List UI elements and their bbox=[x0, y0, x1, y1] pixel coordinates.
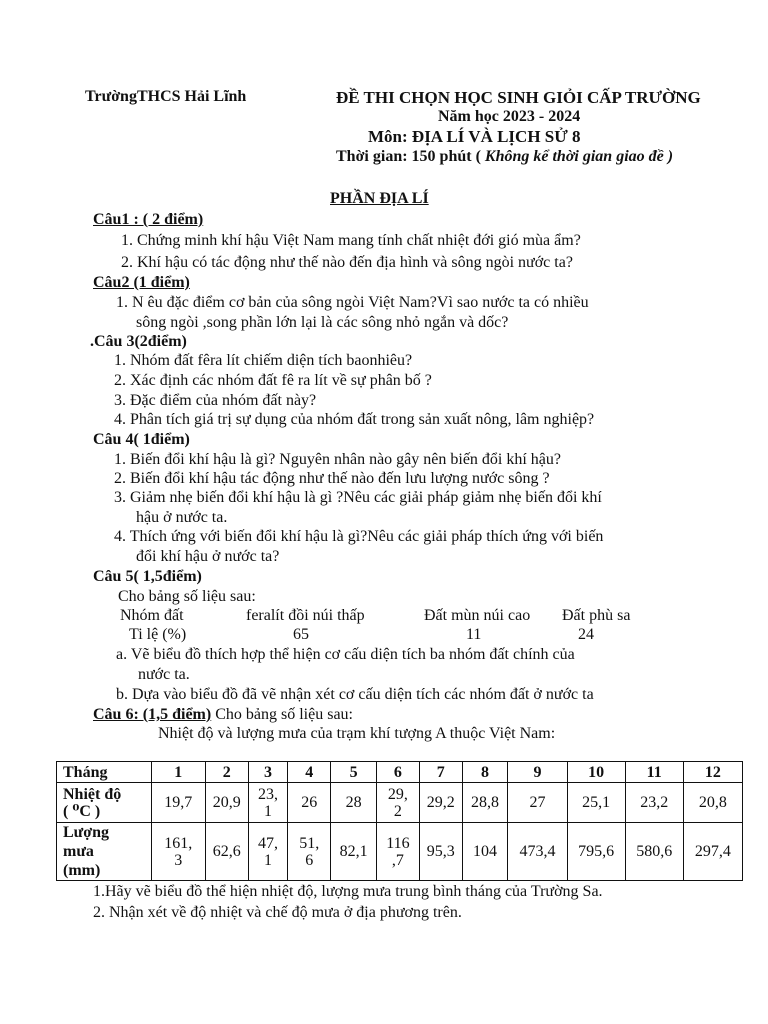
month-cell: 9 bbox=[508, 762, 567, 783]
q5-row1-col1: feralít đồi núi thấp bbox=[246, 607, 365, 624]
month-cell: 1 bbox=[151, 762, 205, 783]
q5-task-b: b. Dựa vào biểu đồ đã vẽ nhận xét cơ cấu diện tích các nhóm đất ở nước ta bbox=[116, 686, 594, 703]
time-note: Không kể thời gian giao đề ) bbox=[484, 148, 674, 165]
temp-cell: 28,8 bbox=[462, 783, 508, 823]
temp-cell: 19,7 bbox=[151, 783, 205, 823]
q2-title: Câu2 (1 điểm) bbox=[93, 274, 190, 291]
temp-cell: 25,1 bbox=[567, 783, 625, 823]
time-line bbox=[336, 148, 673, 166]
table-row-temperature bbox=[57, 783, 743, 823]
rain-cell: 473,4 bbox=[508, 823, 567, 881]
q5-row1-col2: Đất mùn núi cao bbox=[424, 607, 531, 624]
rain-cell: 51, 6 bbox=[288, 823, 331, 881]
q5-row2-col3: 24 bbox=[578, 626, 594, 643]
q6-task-2: 2. Nhận xét về độ nhiệt và chế độ mưa ở địa phương trên. bbox=[93, 904, 462, 921]
month-cell: 4 bbox=[288, 762, 331, 783]
temperature-label: Nhiệt độ bbox=[63, 785, 122, 803]
month-cell: 11 bbox=[625, 762, 683, 783]
temp-cell: 23, 1 bbox=[248, 783, 288, 823]
climate-table bbox=[56, 761, 743, 881]
rain-cell: 82,1 bbox=[331, 823, 377, 881]
q5-title: Câu 5( 1,5điểm) bbox=[93, 568, 202, 585]
rainfall-header: Lượng mưa (mm) bbox=[57, 823, 152, 881]
month-cell: 2 bbox=[205, 762, 248, 783]
temp-cell: 20,8 bbox=[683, 783, 742, 823]
month-cell: 3 bbox=[248, 762, 288, 783]
rain-cell: 580,6 bbox=[625, 823, 683, 881]
months-header: Tháng bbox=[57, 762, 152, 783]
q2-item-line1: 1. N êu đặc điểm cơ bản của sông ngòi Việt Nam?Vì sao nước ta có nhiều bbox=[116, 294, 589, 311]
q3-item-3: 3. Đặc điểm của nhóm đất này? bbox=[114, 392, 317, 409]
q5-row2-label: Ti lệ (%) bbox=[129, 626, 187, 643]
q6-task-1: 1.Hãy vẽ biểu đồ thể hiện nhiệt độ, lượng mưa trung bình tháng của Trường Sa. bbox=[93, 883, 603, 900]
rain-cell: 795,6 bbox=[567, 823, 625, 881]
q6-intro: Cho bảng số liệu sau: bbox=[211, 706, 353, 723]
q5-row2-col2: 11 bbox=[466, 626, 482, 643]
q3-item-2: 2. Xác định các nhóm đất fê ra lít về sự phân bố ? bbox=[114, 372, 432, 389]
temp-cell: 20,9 bbox=[205, 783, 248, 823]
q5-task-a-line1: a. Vẽ biểu đồ thích hợp thể hiện cơ cấu diện tích ba nhóm đất chính của bbox=[116, 646, 575, 663]
month-cell: 7 bbox=[419, 762, 462, 783]
time-label: Thời gian: 150 phút ( bbox=[336, 148, 485, 165]
rain-cell: 62,6 bbox=[205, 823, 248, 881]
q4-item-1: 1. Biến đổi khí hậu là gì? Nguyên nhân nào gây nên biến đổi khí hậu? bbox=[114, 451, 562, 468]
q6-caption: Nhiệt độ và lượng mưa của trạm khí tượng A thuộc Việt Nam: bbox=[158, 725, 556, 742]
month-cell: 6 bbox=[377, 762, 420, 783]
q4-item-3-line1: 3. Giảm nhẹ biến đổi khí hậu là gì ?Nêu các giải pháp giảm nhẹ biến đổi khí bbox=[114, 489, 602, 506]
q2-item-line2: sông ngòi ,song phần lớn lại là các sông nhỏ ngắn và dốc? bbox=[136, 314, 509, 331]
q1-title: Câu1 : ( 2 điểm) bbox=[93, 211, 204, 228]
school-name: TrườngTHCS Hải Lĩnh bbox=[85, 88, 247, 105]
q4-item-2: 2. Biến đổi khí hậu tác động như thế nào đến lưu lượng nước sông ? bbox=[114, 470, 550, 487]
q3-item-1: 1. Nhóm đất fêra lít chiếm diện tích baonhiêu? bbox=[114, 352, 413, 369]
q1-item-1: 1. Chứng minh khí hậu Việt Nam mang tính chất nhiệt đới gió mùa ẩm? bbox=[121, 232, 581, 249]
temp-cell: 28 bbox=[331, 783, 377, 823]
q1-item-2: 2. Khí hậu có tác động như thế nào đến địa hình và sông ngòi nước ta? bbox=[121, 254, 573, 271]
exam-title: ĐỀ THI CHỌN HỌC SINH GIỎI CẤP TRƯỜNG bbox=[336, 88, 701, 107]
month-cell: 8 bbox=[462, 762, 508, 783]
rain-cell: 104 bbox=[462, 823, 508, 881]
table-row-rainfall bbox=[57, 823, 743, 881]
month-cell: 12 bbox=[683, 762, 742, 783]
rain-cell: 95,3 bbox=[419, 823, 462, 881]
q5-intro: Cho bảng số liệu sau: bbox=[118, 588, 256, 605]
temp-cell: 23,2 bbox=[625, 783, 683, 823]
rain-cell: 47, 1 bbox=[248, 823, 288, 881]
q4-title: Câu 4( 1điểm) bbox=[93, 431, 190, 448]
temp-cell: 26 bbox=[288, 783, 331, 823]
q5-task-a-line2: nước ta. bbox=[138, 666, 190, 683]
q4-item-3-line2: hậu ở nước ta. bbox=[136, 509, 228, 526]
month-cell: 10 bbox=[567, 762, 625, 783]
q5-row1-col3: Đất phù sa bbox=[562, 607, 631, 624]
rain-cell: 116 ,7 bbox=[377, 823, 420, 881]
section-title: PHẦN ĐỊA LÍ bbox=[330, 190, 429, 207]
subject-line: Môn: ĐỊA LÍ VÀ LỊCH SỬ 8 bbox=[368, 127, 581, 146]
q6-title: Câu 6: (1,5 điểm) bbox=[93, 706, 212, 723]
q4-item-4-line1: 4. Thích ứng với biến đổi khí hậu là gì?Nêu các giải pháp thích ứng với biến bbox=[114, 528, 604, 545]
q5-row2-col1: 65 bbox=[293, 626, 309, 643]
q3-item-4: 4. Phân tích giá trị sự dụng của nhóm đất trong sản xuất nông, lâm nghiệp? bbox=[114, 411, 595, 428]
temp-cell: 29,2 bbox=[419, 783, 462, 823]
rain-cell: 161, 3 bbox=[151, 823, 205, 881]
q4-item-4-line2: đổi khí hậu ở nước ta? bbox=[136, 548, 280, 565]
temp-cell: 29, 2 bbox=[377, 783, 420, 823]
q3-title: .Câu 3(2điểm) bbox=[90, 333, 187, 350]
month-cell: 5 bbox=[331, 762, 377, 783]
rain-cell: 297,4 bbox=[683, 823, 742, 881]
q6-heading bbox=[93, 706, 353, 724]
school-year: Năm học 2023 - 2024 bbox=[438, 108, 581, 125]
q5-row1-label: Nhóm đất bbox=[120, 607, 184, 624]
table-row-months bbox=[57, 762, 743, 783]
temperature-unit: ( ⁰C ) bbox=[63, 802, 101, 820]
temp-cell: 27 bbox=[508, 783, 567, 823]
temperature-header bbox=[57, 783, 152, 823]
